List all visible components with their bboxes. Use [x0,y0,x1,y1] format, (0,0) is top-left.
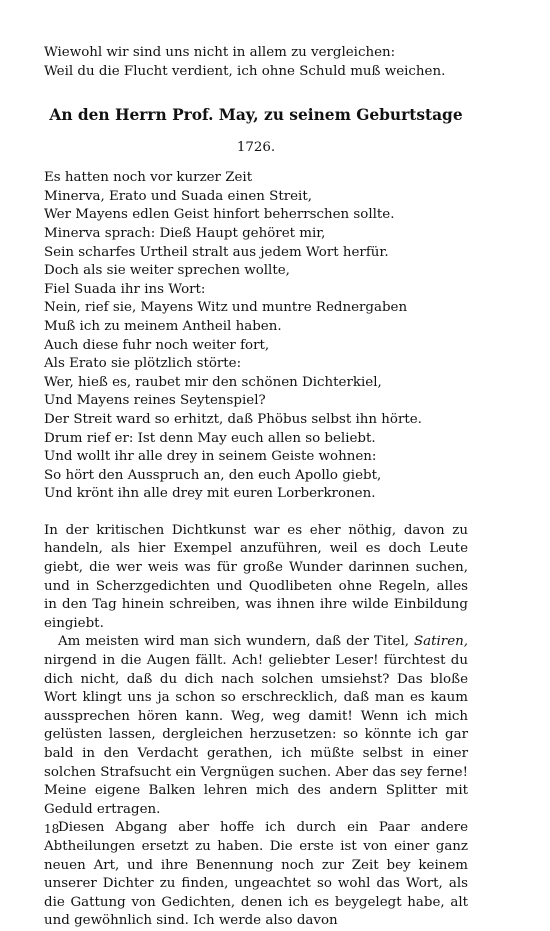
poem-year: 1726. [236,140,276,156]
verse-line: Fiel Suada ihr ins Wort: [44,281,206,297]
verse-line: Und krönt ihn alle drey mit euren Lorberkronen. [44,486,376,502]
prose-paragraph: In der kritischen Dichtkunst war es eher nöthig, davon zu handeln, als hier Exempel anzuführen, weil es doch Leute giebt, die wer weis was für große Wunder darinnen suchen, und in Scherzgedichten und Quodlibeten ohne Regeln, alles in den Tag hinein schreiben, was ihnen ihre wilde Einbildung eingiebt. [44,522,468,631]
verse-line: Wiewohl wir sind uns nicht in allem zu vergleichen: [44,45,396,60]
verse-line: Drum rief er: Ist denn May euch allen so beliebt. [44,430,376,446]
verse-line: Weil du die Flucht verdient, ich ohne Schuld muß weichen. [44,63,446,79]
prose-section [44,522,468,931]
verse-line: Sein scharfes Urtheil stralt aus jedem Wort herfür. [44,244,389,260]
poem-title: An den Herrn Prof. May, zu seinem Geburtstage [49,106,463,125]
verse-line: Der Streit ward so erhitzt, daß Phöbus selbst ihn hörte. [44,411,422,427]
poem-body [44,169,468,504]
verse-line: Es hatten noch vor kurzer Zeit [44,170,253,186]
prose-text: Am meisten wird man sich wundern, daß der Titel, [58,634,414,650]
prose-paragraph [44,633,468,819]
verse-line: Wer Mayens edlen Geist hinfort beherrschen sollte. [44,207,395,223]
verse-line: Nein, rief sie, Mayens Witz und muntre Rednergaben [44,300,408,316]
verse-line: Muß ich zu meinem Antheil haben. [44,318,282,334]
verse-line: Als Erato sie plötzlich störte: [44,356,242,372]
intro-verse [44,44,468,81]
verse-line: Minerva sprach: Dieß Haupt gehöret mir, [44,225,326,241]
verse-line: Auch diese fuhr noch weiter fort, [44,337,270,353]
page-content [44,44,468,931]
verse-line: Doch als sie weiter sprechen wollte, [44,263,290,279]
verse-line: Minerva, Erato und Suada einen Streit, [44,188,312,204]
prose-text: nirgend in die Augen fällt. Ach! geliebter Leser! fürchtest du dich nicht, daß du dich nach solchen umsiehst? Das bloße Wort klingt uns ja schon so erschrecklich, daß man es kaum aussprechen hören kann. Weg, weg damit! Wenn ich mich gelüsten lassen, dergleichen herzusetzen: so könnte ich gar bald in den Verdacht gerathen, ich müßte selbst in einer solchen Strafsucht ein Vergnügen suchen. Aber das sey ferne! Meine eigene Balken lehren mich des andern Splitter mit Geduld ertragen. [44,653,468,817]
verse-line: Und wollt ihr alle drey in seinem Geiste wohnen: [44,449,377,465]
italic-term: Satiren, [413,634,468,650]
verse-line: Und Mayens reines Seytenspiel? [44,393,266,409]
page-number: 18 [44,822,60,836]
verse-line: So hört den Ausspruch an, den euch Apollo giebt, [44,467,382,483]
prose-paragraph: Diesen Abgang aber hoffe ich durch ein Paar andere Abtheilungen ersetzt zu haben. Die erste ist von einer ganz neuen Art, und ihre Benennung noch zur Zeit bey keinem unserer Dichter zu finden, ungeachtet so wohl das Wort, als die Gattung von Gedichten, denen ich es beygelegt habe, alt und gewöhnlich sind. Ich werde also davon [44,820,468,929]
verse-line: Wer, hieß es, raubet mir den schönen Dichterkiel, [44,374,382,390]
